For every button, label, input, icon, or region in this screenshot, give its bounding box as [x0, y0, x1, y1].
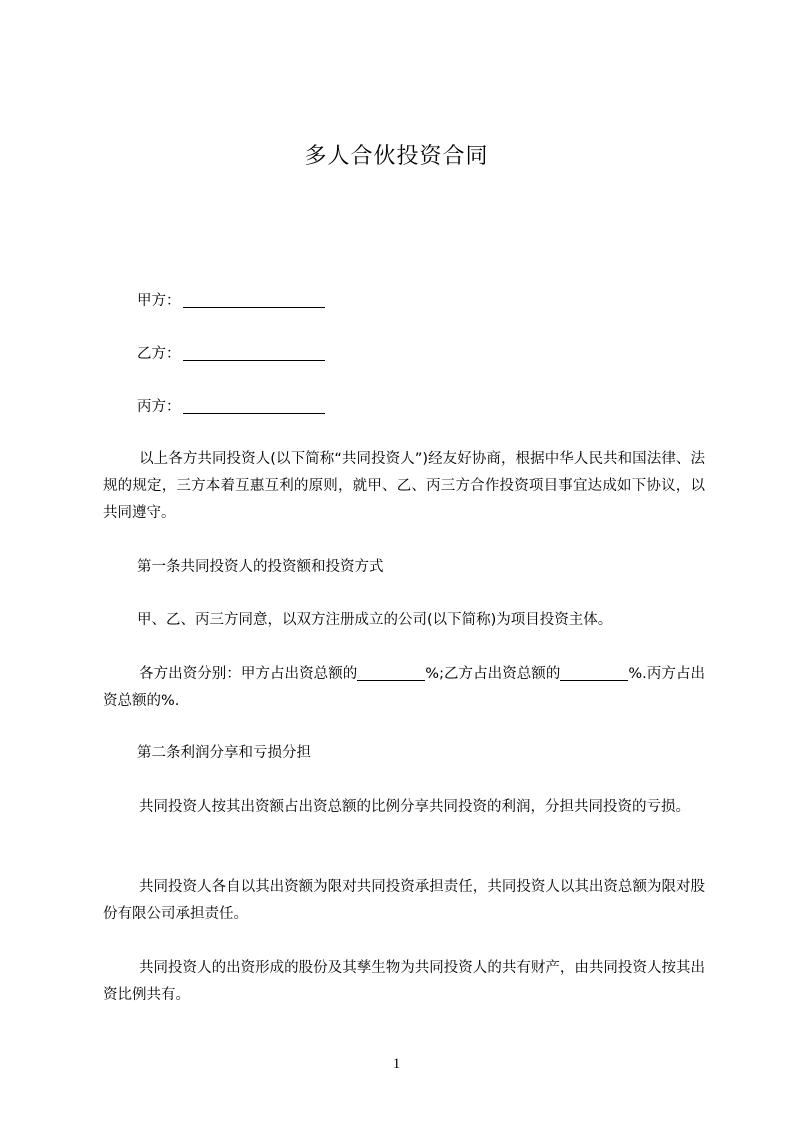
article1-p2-part-c: %.丙方占出资总额的%.: [103, 666, 705, 709]
article2-paragraph3: [103, 955, 705, 1009]
party-c-line: [137, 396, 325, 418]
party-c-label: 丙方：: [137, 399, 181, 415]
article1-heading: 第一条共同投资人的投资额和投资方式: [137, 559, 384, 575]
article2-heading: 第二条利润分享和亏损分担: [137, 745, 311, 761]
article2-paragraph2: [103, 874, 705, 928]
party-b-share-blank: [560, 665, 628, 681]
article1-p2-part-a: 各方出资分别：甲方占出资总额的: [139, 666, 358, 682]
document-title: 多人合伙投资合同: [304, 144, 489, 169]
article2-paragraph1: [103, 794, 705, 821]
article1-p2-part-b: %;乙方占出资总额的: [425, 666, 561, 682]
party-b-line: [137, 343, 325, 365]
intro-paragraph: [103, 446, 705, 527]
party-a-blank: [183, 291, 325, 308]
party-a-share-blank: [357, 665, 425, 681]
party-c-blank: [183, 397, 325, 414]
party-b-label: 乙方：: [137, 346, 181, 362]
party-a-line: [137, 290, 325, 312]
article2-p3-text: 共同投资人的出资形成的股份及其孳生物为共同投资人的共有财产，由共同投资人按其出资比例共有。: [103, 960, 705, 1003]
party-a-label: 甲方：: [137, 293, 181, 309]
party-b-blank: [183, 344, 325, 361]
article2-p2-text: 共同投资人各自以其出资额为限对共同投资承担责任，共同投资人以其出资总额为限对股份有限公司承担责任。: [103, 879, 705, 922]
page-number: 1: [392, 1056, 401, 1072]
article1-paragraph2: [103, 661, 705, 715]
intro-text: 以上各方共同投资人(以下简称“共同投资人”)经友好协商，根据中华人民共和国法律、法规的规定，三方本着互惠互利的原则，就甲、乙、丙三方合作投资项目事宜达成如下协议，以共同遵守。: [103, 451, 705, 521]
article2-p1-text: 共同投资人按其出资额占出资总额的比例分享共同投资的利润，分担共同投资的亏损。: [139, 799, 690, 815]
article1-paragraph1: 甲、乙、丙三方同意，以双方注册成立的公司(以下简称)为项目投资主体。: [137, 612, 613, 628]
